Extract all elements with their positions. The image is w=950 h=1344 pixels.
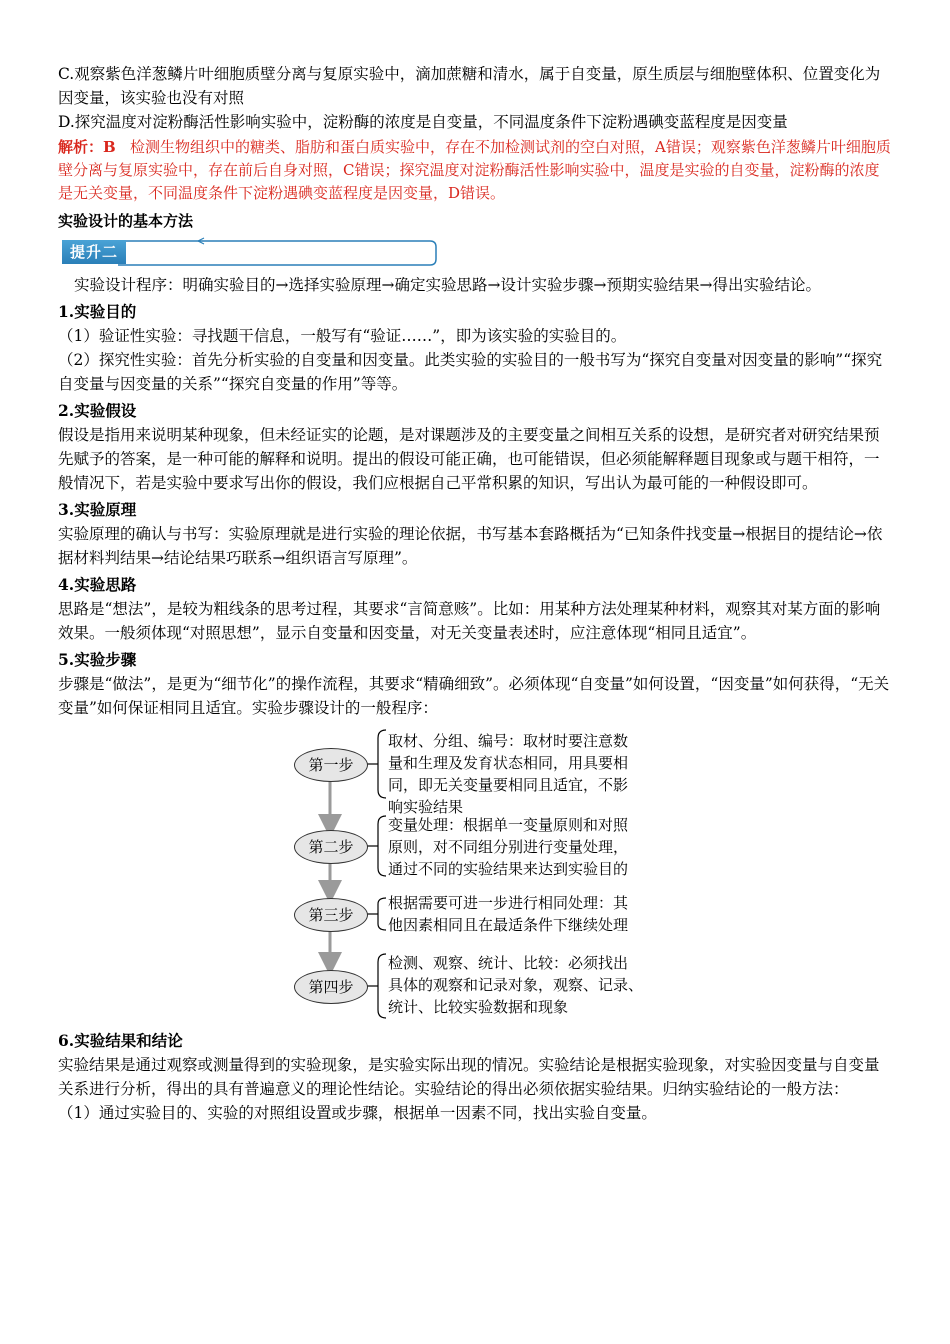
s3-p1: 实验原理的确认与书写：实验原理就是进行实验的理论依据，书写基本套路概括为“已知条件找变量→根据目的提结论→依据材料判结果→结论结果巧联系→组织语言写原理”。 bbox=[58, 525, 883, 567]
heading-2: 2.实验假设 bbox=[58, 401, 137, 420]
procedure-text: 实验设计程序：明确实验目的→选择实验原理→确定实验思路→设计实验步骤→预期实验结果→得出实验结论。 bbox=[74, 276, 821, 294]
analysis-text: 检测生物组织中的糖类、脂肪和蛋白质实验中，存在不加检测试剂的空白对照，A错误；观察紫色洋葱鳞片叶细胞质壁分离与复原实验中，存在前后自身对照，C错误；探究温度对淀粉酶活性影响实验中，温度是实验的自变量，淀粉酶的浓度是无关变量，不同温度条件下淀粉遇碘变蓝程度是因变量，D错误。 bbox=[58, 138, 891, 202]
s2-p1: 假设是指用来说明某种现象，但未经证实的论题，是对课题涉及的主要变量之间相互关系的设想，是研究者对研究结果预先赋予的答案，是一种可能的解释和说明。提出的假设可能正确，也可能错误，但必须能解释题目现象或与题干相符，一般情况下，若是实验中要求写出你的假设，我们应根据自己平常积累的知识，写出认为最可能的一种假设即可。 bbox=[58, 426, 880, 492]
heading-1: 1.实验目的 bbox=[58, 302, 137, 321]
step-3-label: 第三步 bbox=[294, 898, 368, 932]
s4-p1: 思路是“想法”，是较为粗线条的思考过程，其要求“言简意赅”。比如：用某种方法处理某种材料，观察其对某方面的影响效果。一般须体现“对照思想”，显示自变量和因变量，对无关变量表述时，应注意体现“相同且适宜”。 bbox=[58, 600, 881, 642]
document-page bbox=[58, 62, 894, 1125]
step-4-label: 第四步 bbox=[294, 970, 368, 1004]
step-3-description: 根据需要可进一步进行相同处理：其 他因素相同且在最适条件下继续处理 bbox=[388, 894, 629, 934]
banner bbox=[58, 237, 894, 267]
heading-6: 6.实验结果和结论 bbox=[58, 1031, 183, 1050]
heading-5: 5.实验步骤 bbox=[58, 650, 137, 669]
option-c-text: C.观察紫色洋葱鳞片叶细胞质壁分离与复原实验中，滴加蔗糖和清水，属于自变量，原生质层与细胞壁体积、位置变化为因变量，该实验也没有对照 bbox=[58, 65, 881, 107]
banner-label: 提升二 bbox=[62, 240, 126, 264]
step-2-description: 变量处理：根据单一变量原则和对照 原则，对不同组分别进行变量处理， 通过不同的实验结果来达到实验目的 bbox=[388, 816, 629, 878]
s5-p1: 步骤是“做法”，是更为“细节化”的操作流程，其要求“精确细致”。必须体现“自变量”如何设置，“因变量”如何获得，“无关变量”如何保证相同且适宜。实验步骤设计的一般程序： bbox=[58, 675, 890, 717]
analysis-answer: B bbox=[103, 138, 116, 156]
s6-p2: （1）通过实验目的、实验的对照组设置或步骤，根据单一因素不同，找出实验自变量。 bbox=[58, 1104, 657, 1122]
step-1-label: 第一步 bbox=[294, 748, 368, 782]
analysis-paragraph bbox=[58, 136, 894, 205]
steps-flowchart bbox=[58, 726, 894, 1026]
analysis-label: 解析： bbox=[58, 138, 104, 156]
step-4-description: 检测、观察、统计、比较：必须找出 具体的观察和记录对象，观察、记录、 统计、比较实验数据和现象 bbox=[388, 954, 644, 1016]
option-d-text: D.探究温度对淀粉酶活性影响实验中，淀粉酶的浓度是自变量，不同温度条件下淀粉遇碘变蓝程度是因变量 bbox=[58, 113, 788, 131]
s1-p2: （2）探究性实验：首先分析实验的自变量和因变量。此类实验的实验目的一般书写为“探究自变量对因变量的影响”“探究自变量与因变量的关系”“探究自变量的作用”等等。 bbox=[58, 351, 883, 393]
heading-3: 3.实验原理 bbox=[58, 500, 137, 519]
heading-4: 4.实验思路 bbox=[58, 575, 137, 594]
s1-p1: （1）验证性实验：寻找题干信息，一般写有“验证……”，即为该实验的实验目的。 bbox=[58, 327, 627, 345]
step-1-description: 取材、分组、编号：取材时要注意数 量和生理及发育状态相同，用具要相 同，即无关变量要相同且适宜，不影 响实验结果 bbox=[388, 732, 629, 816]
s6-p1: 实验结果是通过观察或测量得到的实验现象，是实验实际出现的情况。实验结论是根据实验现象，对实验因变量与自变量关系进行分析，得出的具有普遍意义的理论性结论。实验结论的得出必须依据实验结果。归纳实验结论的一般方法： bbox=[58, 1056, 880, 1098]
section-title: 实验设计的基本方法 bbox=[58, 212, 194, 230]
step-2-label: 第二步 bbox=[294, 830, 368, 864]
